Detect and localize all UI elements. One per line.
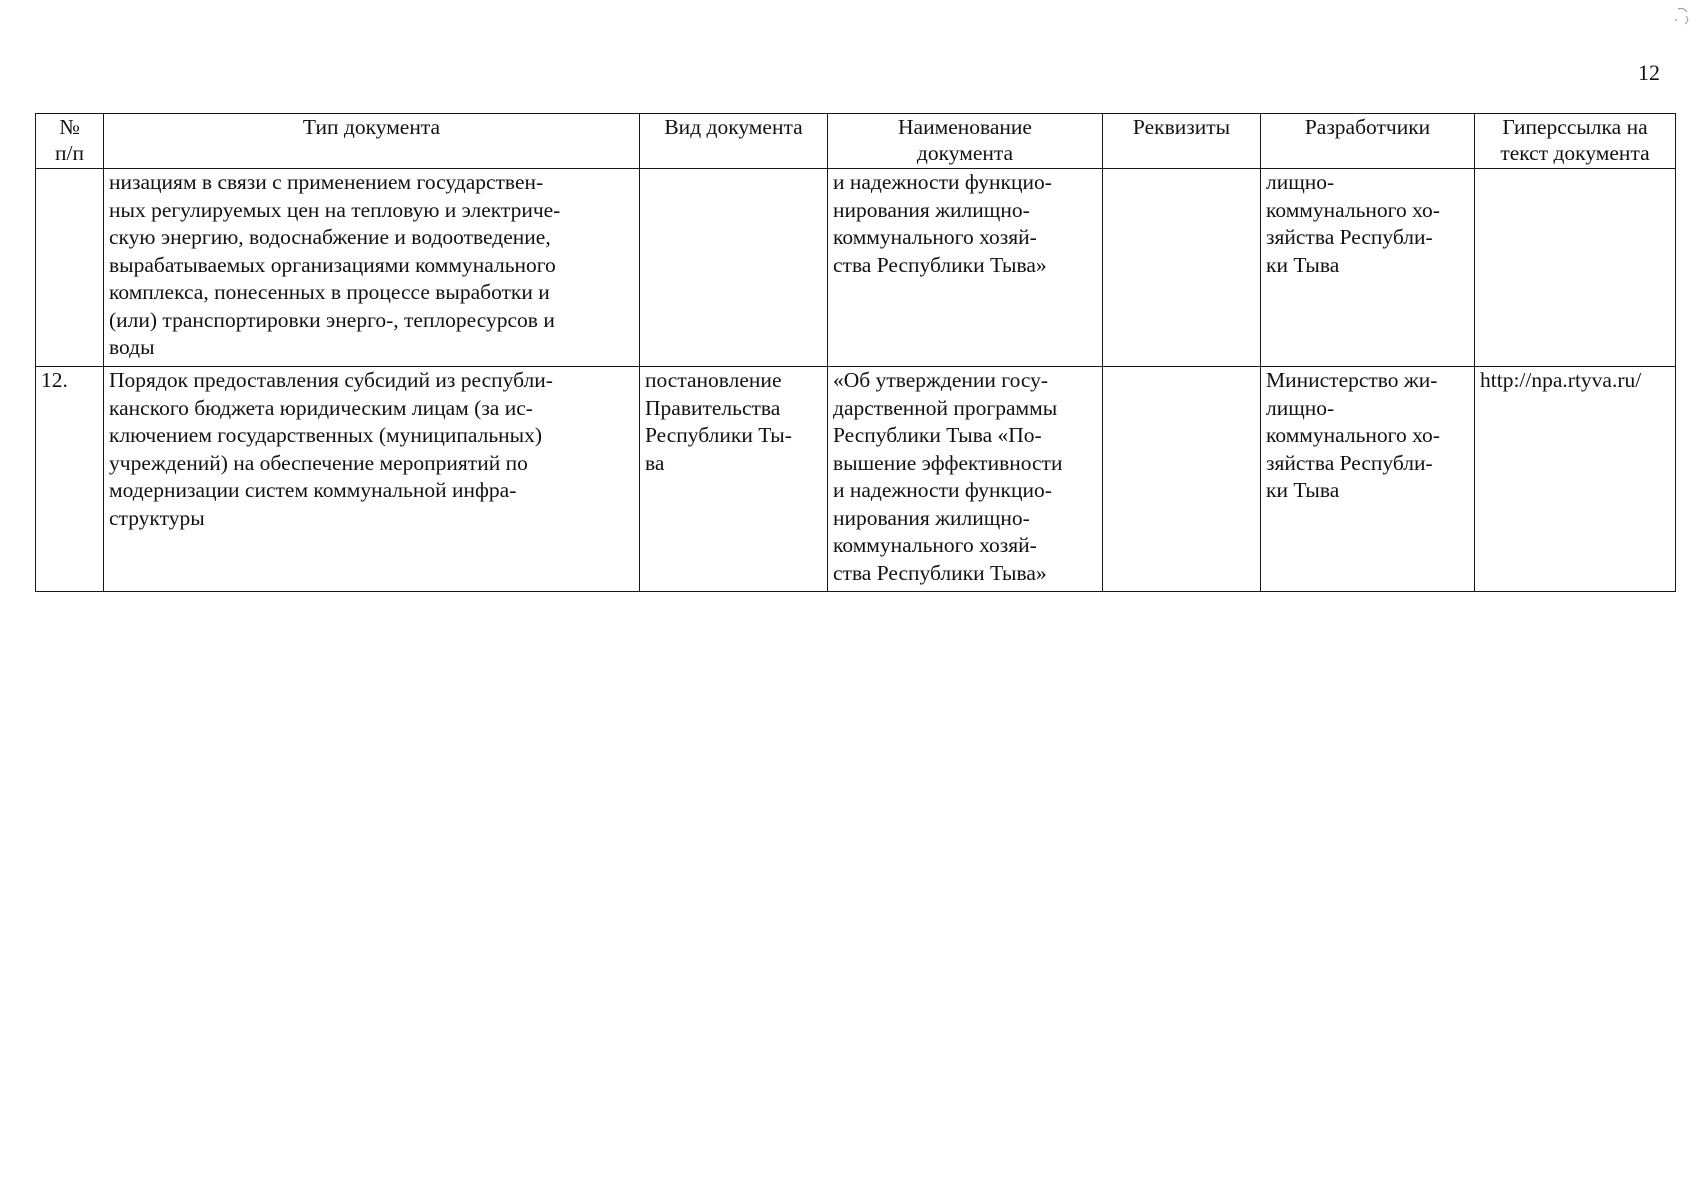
row-number-cell: 12.	[36, 367, 104, 592]
scan-artifact-mark	[1672, 6, 1694, 30]
header-number: № п/п	[36, 114, 104, 169]
row-number-cell	[36, 169, 104, 367]
requisites-cell	[1103, 169, 1261, 367]
table-header-row	[36, 114, 1676, 169]
requisites-cell	[1103, 367, 1261, 592]
header-document-type: Тип документа	[104, 114, 640, 169]
hyperlink-cell: http://npa.rtyva.ru/	[1475, 367, 1676, 592]
document-kind-cell	[640, 169, 828, 367]
table-row	[36, 169, 1676, 367]
document-kind-cell: постановление Правительства Республики Ты- ва	[640, 367, 828, 592]
header-document-name: Наименование документа	[828, 114, 1103, 169]
hyperlink-cell	[1475, 169, 1676, 367]
header-developers: Разработчики	[1261, 114, 1475, 169]
header-requisites: Реквизиты	[1103, 114, 1261, 169]
header-document-kind: Вид документа	[640, 114, 828, 169]
developers-cell: лищно- коммунального хо- зяйства Республи- ки Тыва	[1261, 169, 1475, 367]
document-type-cell: Порядок предоставления субсидий из республи- канского бюджета юридическим лицам (за ис- ключением государственных (муниципальных) учреждений) на обеспечение мероприятий по модернизации систем коммунальной инфра- структуры	[104, 367, 640, 592]
document-name-cell: «Об утверждении госу- дарственной программы Республики Тыва «По- вышение эффективности и надежности функцио- нирования жилищно- коммунального хозяй- ства Республики Тыва»	[828, 367, 1103, 592]
documents-table	[35, 113, 1676, 592]
page-number: 12	[1638, 60, 1660, 85]
document-type-cell: низациям в связи с применением государствен- ных регулируемых цен на тепловую и электриче- скую энергию, водоснабжение и водоотведение, вырабатываемых организациями коммунального комплекса, понесенных в процессе выработки и (или) транспортировки энерго-, теплоресурсов и воды	[104, 169, 640, 367]
developers-cell: Министерство жи- лищно- коммунального хо- зяйства Республи- ки Тыва	[1261, 367, 1475, 592]
header-hyperlink: Гиперссылка на текст документа	[1475, 114, 1676, 169]
table-row	[36, 367, 1676, 592]
document-name-cell: и надежности функцио- нирования жилищно- коммунального хозяй- ства Республики Тыва»	[828, 169, 1103, 367]
